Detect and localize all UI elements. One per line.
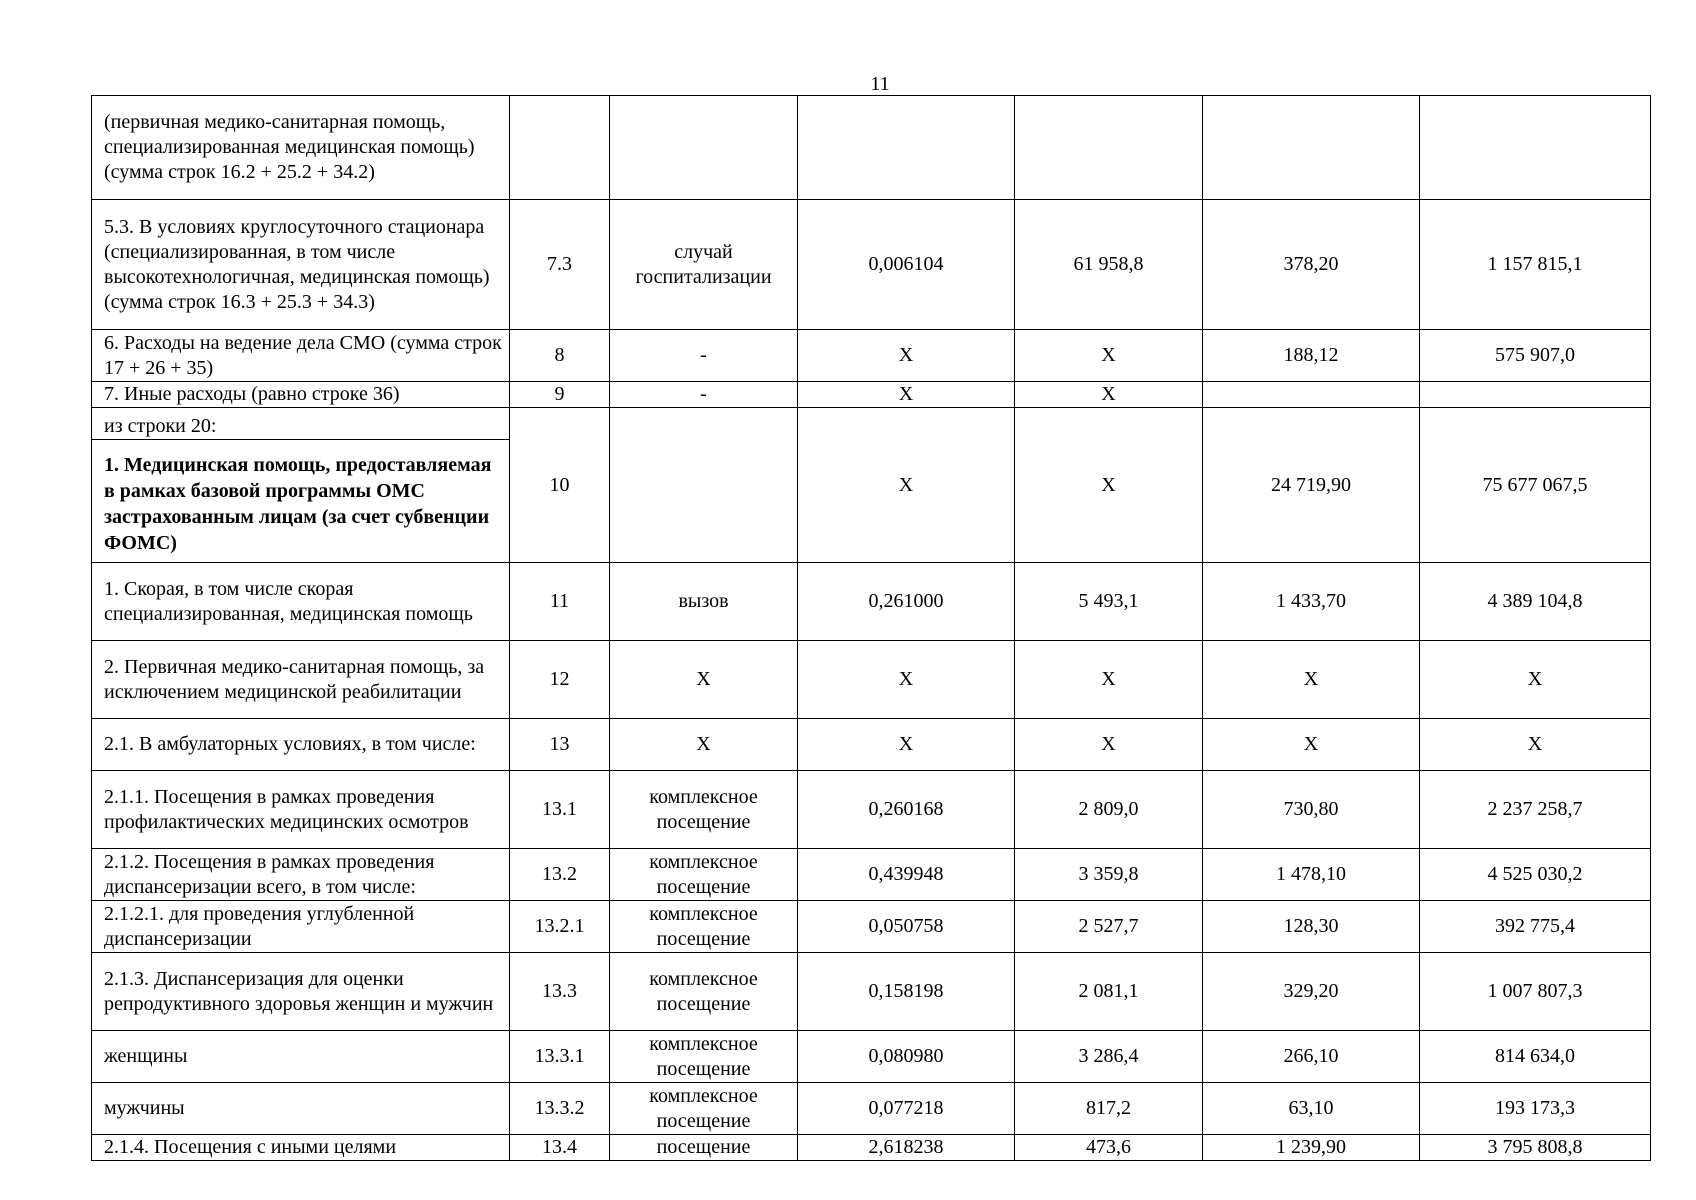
row-per-capita: 1 239,90 [1203,1135,1420,1161]
row-cost: 473,6 [1015,1135,1203,1161]
row-per-capita: 63,10 [1203,1083,1420,1135]
row-cost [1015,96,1203,200]
row-code: 13.2 [510,849,610,901]
row-cost: 5 493,1 [1015,563,1203,641]
row-total [1420,382,1651,408]
row-cost: 2 809,0 [1015,771,1203,849]
table-row [92,96,1651,200]
row-unit: X [610,641,798,719]
table-row [92,901,1651,953]
row-total: 4 389 104,8 [1420,563,1651,641]
row-total: 392 775,4 [1420,901,1651,953]
row-cost: 2 527,7 [1015,901,1203,953]
row-name: мужчины [92,1083,510,1135]
row-unit: комплексное посещение [610,771,798,849]
row-total: 2 237 258,7 [1420,771,1651,849]
row-norm: 0,158198 [798,953,1015,1031]
tariff-table [91,95,1651,1161]
row-name [92,408,510,563]
row-name: 5.3. В условиях круглосуточного стационара (специализированная, в том числе высокотехнологичная, медицинская помощь) (сумма строк 16.3 + 25.3 + 34.3) [92,200,510,330]
row-code: 7.3 [510,200,610,330]
row-code: 12 [510,641,610,719]
row-norm: X [798,330,1015,382]
row-name: женщины [92,1031,510,1083]
row-code: 13.4 [510,1135,610,1161]
row-unit: - [610,382,798,408]
row-name: 2.1.4. Посещения с иными целями [92,1135,510,1161]
row-code: 13 [510,719,610,771]
row-name: 1. Скорая, в том числе скорая специализированная, медицинская помощь [92,563,510,641]
section-title: 1. Медицинская помощь, предоставляемая в рамках базовой программы ОМС застрахованным лицам (за счет субвенции ФОМС) [104,454,492,554]
row-unit: X [610,719,798,771]
row-cost: 61 958,8 [1015,200,1203,330]
row-unit: комплексное посещение [610,901,798,953]
row-cost: X [1015,382,1203,408]
row-per-capita: X [1203,641,1420,719]
row-code: 11 [510,563,610,641]
row-unit: комплексное посещение [610,1083,798,1135]
row-unit [610,408,798,563]
row-name: 2. Первичная медико-санитарная помощь, за исключением медицинской реабилитации [92,641,510,719]
row-unit: комплексное посещение [610,1031,798,1083]
row-cost: 2 081,1 [1015,953,1203,1031]
table-row [92,641,1651,719]
row-norm: X [798,719,1015,771]
row-name: 2.1. В амбулаторных условиях, в том числе: [92,719,510,771]
table-row [92,1135,1651,1161]
table-row [92,330,1651,382]
table-row [92,382,1651,408]
row-norm: 0,439948 [798,849,1015,901]
row-norm: 0,261000 [798,563,1015,641]
row-norm: 0,006104 [798,200,1015,330]
row-per-capita [1203,96,1420,200]
row-total: 1 007 807,3 [1420,953,1651,1031]
row-unit [610,96,798,200]
row-total: 575 907,0 [1420,330,1651,382]
row-per-capita: 730,80 [1203,771,1420,849]
table-row [92,1031,1651,1083]
row-per-capita: X [1203,719,1420,771]
row-norm: 2,618238 [798,1135,1015,1161]
row-unit: комплексное посещение [610,849,798,901]
row-unit: случай госпитализации [610,200,798,330]
row-cost: 3 359,8 [1015,849,1203,901]
row-cost: X [1015,330,1203,382]
row-cost: X [1015,408,1203,563]
row-total: 3 795 808,8 [1420,1135,1651,1161]
row-code: 13.3 [510,953,610,1031]
row-name: 2.1.2. Посещения в рамках проведения диспансеризации всего, в том числе: [92,849,510,901]
row-norm: 0,080980 [798,1031,1015,1083]
row-code: 13.3.2 [510,1083,610,1135]
row-total: 4 525 030,2 [1420,849,1651,901]
table-row [92,771,1651,849]
row-per-capita: 188,12 [1203,330,1420,382]
row-norm: 0,077218 [798,1083,1015,1135]
row-total: X [1420,641,1651,719]
row-code: 13.1 [510,771,610,849]
row-cost: X [1015,719,1203,771]
row-name: 2.1.3. Диспансеризация для оценки репродуктивного здоровья женщин и мужчин [92,953,510,1031]
row-name: 2.1.1. Посещения в рамках проведения профилактических медицинских осмотров [92,771,510,849]
table-row [92,953,1651,1031]
row-unit: вызов [610,563,798,641]
row-cost: X [1015,641,1203,719]
row-per-capita: 329,20 [1203,953,1420,1031]
row-per-capita: 1 433,70 [1203,563,1420,641]
row-norm [798,96,1015,200]
row-per-capita: 1 478,10 [1203,849,1420,901]
row-norm: 0,050758 [798,901,1015,953]
row-code [510,96,610,200]
row-norm: X [798,408,1015,563]
row-code: 13.2.1 [510,901,610,953]
row-name: 7. Иные расходы (равно строке 36) [92,382,510,408]
row-per-capita: 378,20 [1203,200,1420,330]
row-total: 193 173,3 [1420,1083,1651,1135]
row-total: 1 157 815,1 [1420,200,1651,330]
row-name: (первичная медико-санитарная помощь, специализированная медицинская помощь) (сумма строк 16.2 + 25.2 + 34.2) [92,96,510,200]
row-name: 6. Расходы на ведение дела СМО (сумма строк 17 + 26 + 35) [92,330,510,382]
row-total [1420,96,1651,200]
table-row [92,563,1651,641]
row-cost: 817,2 [1015,1083,1203,1135]
row-per-capita: 266,10 [1203,1031,1420,1083]
section-caption: из строки 20: [92,414,509,440]
row-norm: 0,260168 [798,771,1015,849]
table-row [92,408,1651,563]
row-norm: X [798,641,1015,719]
row-code: 13.3.1 [510,1031,610,1083]
row-per-capita: 24 719,90 [1203,408,1420,563]
row-total: 75 677 067,5 [1420,408,1651,563]
row-per-capita [1203,382,1420,408]
table-row [92,719,1651,771]
row-cost: 3 286,4 [1015,1031,1203,1083]
row-code: 10 [510,408,610,563]
table-row [92,1083,1651,1135]
row-unit: посещение [610,1135,798,1161]
table-row [92,200,1651,330]
row-total: X [1420,719,1651,771]
row-per-capita: 128,30 [1203,901,1420,953]
row-name: 2.1.2.1. для проведения углубленной диспансеризации [92,901,510,953]
row-unit: - [610,330,798,382]
row-code: 8 [510,330,610,382]
row-total: 814 634,0 [1420,1031,1651,1083]
row-code: 9 [510,382,610,408]
row-unit: комплексное посещение [610,953,798,1031]
table-row [92,849,1651,901]
page-number: 11 [870,73,890,95]
row-norm: X [798,382,1015,408]
